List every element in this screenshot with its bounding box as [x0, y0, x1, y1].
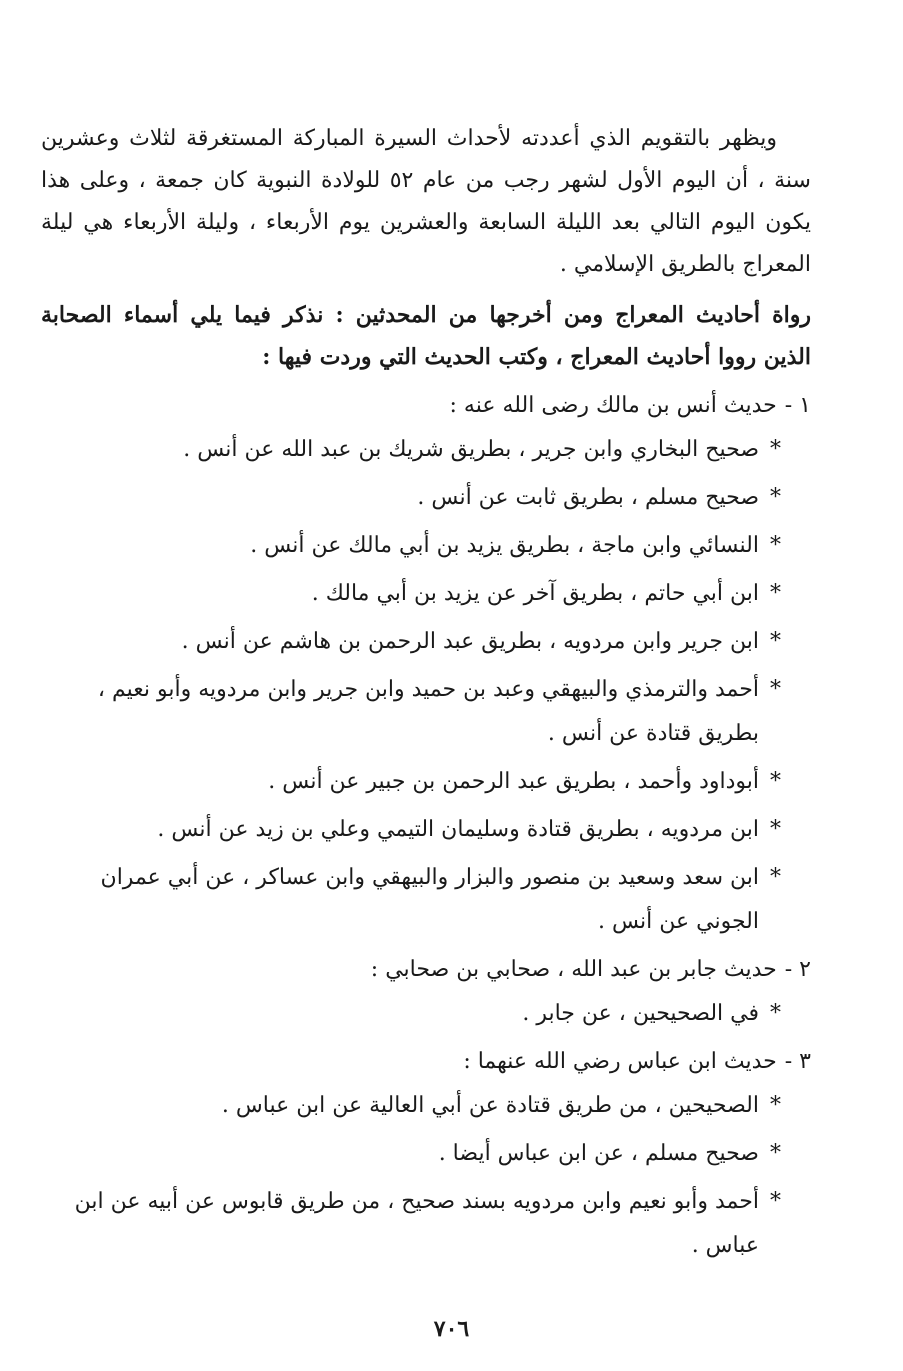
- hadith-title: [41, 1040, 811, 1084]
- list-item: * ابن سعد وسعيد بن منصور والبزار والبيهقي وابن عساكر ، عن أبي عمران الجوني عن أنس .: [41, 856, 781, 944]
- hadith-number: ٢ -: [784, 957, 811, 982]
- intro-paragraph: ويظهر بالتقويم الذي أعددته لأحداث السيرة المباركة المستغرقة لثلاث وعشرين سنة ، أن اليوم الأول لشهر رجب من عام ٥٢ للولادة النبوية كان جمعة ، وعلى هذا يكون اليوم التالي بعد الليلة السابعة والعشرين يوم الأربعاء ، وليلة الأربعاء هي ليلة المعراج بالطريق الإسلامي .: [41, 126, 811, 277]
- list-item: * ابن جرير وابن مردويه ، بطريق عبد الرحمن بن هاشم عن أنس .: [41, 620, 781, 664]
- hadith-number: ١ -: [784, 393, 811, 418]
- asterisk-icon: *: [770, 1093, 781, 1118]
- section-jabir: [41, 948, 811, 1036]
- list-item: * صحيح البخاري وابن جرير ، بطريق شريك بن عبد الله عن أنس .: [41, 428, 781, 472]
- asterisk-icon: *: [770, 865, 781, 890]
- asterisk-icon: *: [770, 533, 781, 558]
- list-item: * أحمد وأبو نعيم وابن مردويه بسند صحيح ، من طريق قابوس عن أبيه عن ابن عباس .: [41, 1180, 781, 1268]
- list-item: * صحيح مسلم ، بطريق ثابت عن أنس .: [41, 476, 781, 520]
- asterisk-icon: *: [770, 817, 781, 842]
- list-item: * في الصحيحين ، عن جابر .: [41, 992, 781, 1036]
- section-anas: [41, 384, 811, 944]
- asterisk-icon: *: [770, 1189, 781, 1214]
- asterisk-icon: *: [770, 629, 781, 654]
- asterisk-icon: *: [770, 581, 781, 606]
- asterisk-icon: *: [770, 1141, 781, 1166]
- hadith-number: ٣ -: [784, 1049, 811, 1074]
- hadith-title-text: حديث جابر بن عبد الله ، صحابي بن صحابي :: [370, 957, 777, 982]
- list-item: * الصحيحين ، من طريق قتادة عن أبي العالية عن ابن عباس .: [41, 1084, 781, 1128]
- list-item: * ابن أبي حاتم ، بطريق آخر عن يزيد بن أبي مالك .: [41, 572, 781, 616]
- page-number: ٧٠٦: [433, 1316, 470, 1342]
- asterisk-icon: *: [770, 677, 781, 702]
- section-ibn-abbas: [41, 1040, 811, 1268]
- asterisk-icon: *: [770, 1001, 781, 1026]
- asterisk-icon: *: [770, 769, 781, 794]
- page-body: [41, 118, 811, 1272]
- asterisk-icon: *: [770, 437, 781, 462]
- hadith-title: [41, 384, 811, 428]
- hadith-title-text: حديث أنس بن مالك رضى الله عنه :: [449, 393, 777, 418]
- list-item: * أحمد والترمذي والبيهقي وعبد بن حميد وابن جرير وابن مردويه وأبو نعيم ، بطريق قتادة عن أنس .: [41, 668, 781, 756]
- narrators-heading: رواة أحاديث المعراج ومن أخرجها من المحدثين : نذكر فيما يلي أسماء الصحابة الذين رووا أحاديث المعراج ، وكتب الحديث التي وردت فيها :: [41, 302, 811, 370]
- source-list: [41, 1084, 811, 1268]
- asterisk-icon: *: [770, 485, 781, 510]
- list-item: * أبوداود وأحمد ، بطريق عبد الرحمن بن جبير عن أنس .: [41, 760, 781, 804]
- list-item: * صحيح مسلم ، عن ابن عباس أيضا .: [41, 1132, 781, 1176]
- hadith-title-text: حديث ابن عباس رضي الله عنهما :: [463, 1049, 777, 1074]
- hadith-title: [41, 948, 811, 992]
- list-item: * النسائي وابن ماجة ، بطريق يزيد بن أبي مالك عن أنس .: [41, 524, 781, 568]
- source-list: [41, 428, 811, 944]
- list-item: * ابن مردويه ، بطريق قتادة وسليمان التيمي وعلي بن زيد عن أنس .: [41, 808, 781, 852]
- source-list: [41, 992, 811, 1036]
